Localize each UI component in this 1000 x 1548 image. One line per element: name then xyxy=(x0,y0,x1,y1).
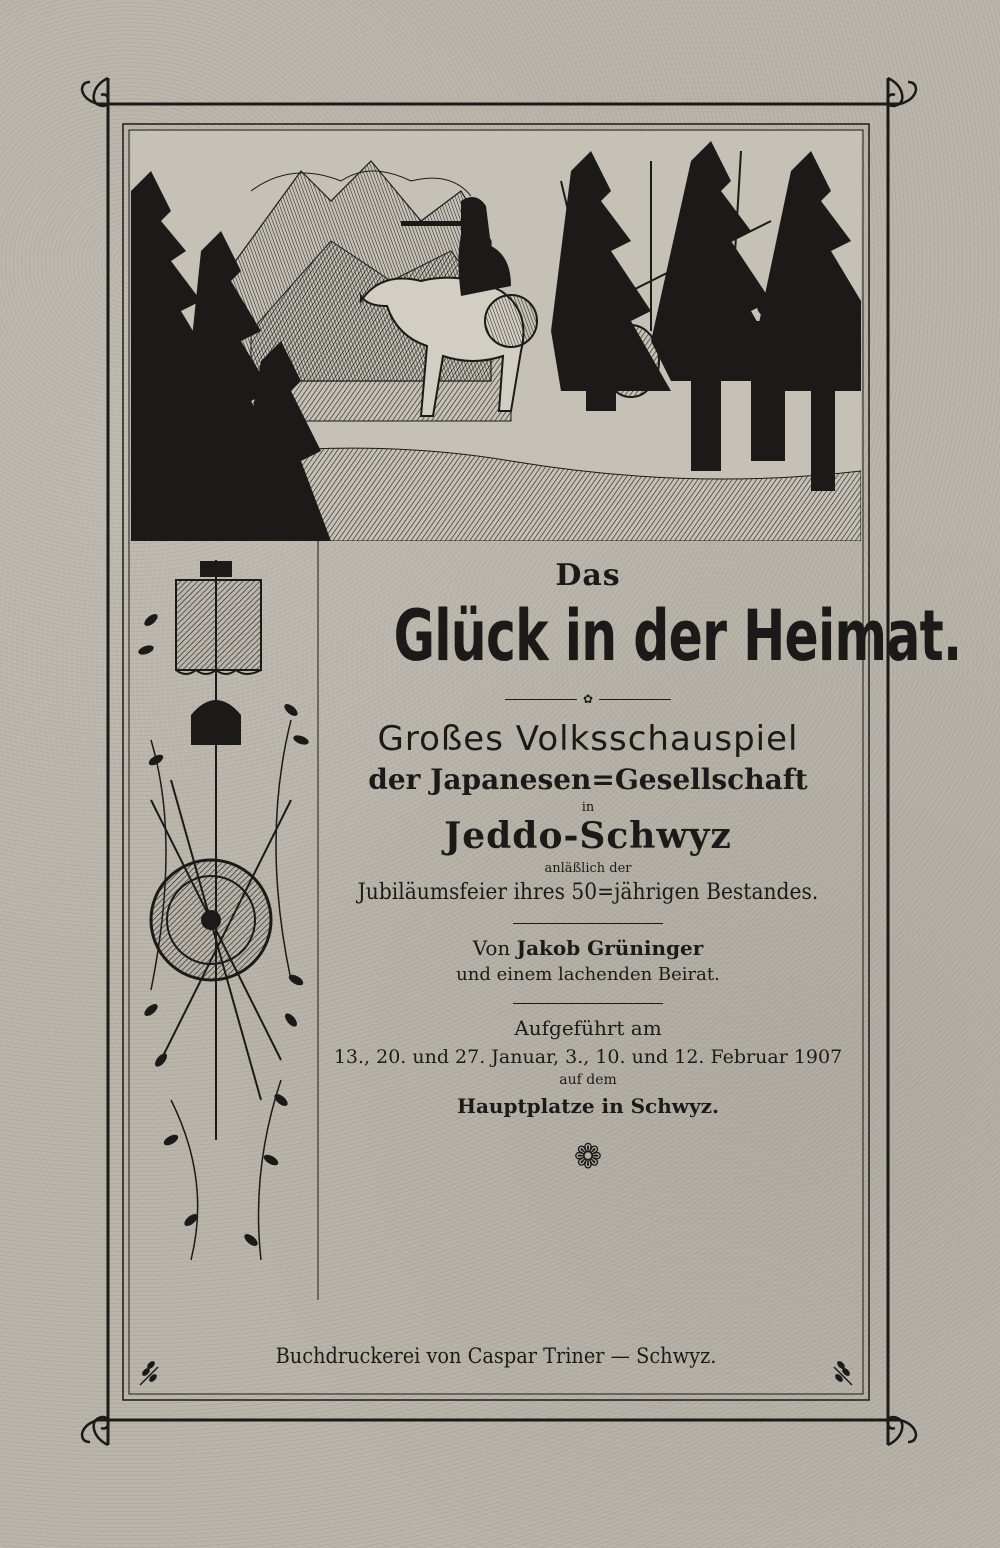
subtitle-anlass: anläßlich der xyxy=(544,861,632,876)
subtitle-occasion: Jubiläumsfeier ihres 50=jährigen Bestandes. xyxy=(357,880,819,905)
subtitle-genre: Großes Volksschauspiel xyxy=(377,719,799,759)
trophy-ornament-illustration xyxy=(131,540,316,1290)
title-article: Das xyxy=(555,558,621,593)
rosette-ornament-icon: ✿ xyxy=(582,692,594,706)
author-line xyxy=(318,936,858,960)
engraving-illustration xyxy=(131,131,861,541)
title-divider xyxy=(318,693,858,705)
performance-intro: Aufgeführt am xyxy=(514,1016,662,1040)
performance-venue: Hauptplatze in Schwyz. xyxy=(457,1094,719,1118)
author-advisory: und einem lachenden Beirat. xyxy=(456,964,720,985)
subtitle-place: Jeddo-Schwyz xyxy=(444,815,732,857)
main-title: Glück in der Heimat. xyxy=(393,595,962,677)
printer-imprint: Buchdruckerei von Caspar Triner — Schwyz. xyxy=(275,1344,717,1368)
subtitle-society: der Japanesen=Gesellschaft xyxy=(368,763,808,796)
author-name: Jakob Grüninger xyxy=(516,936,704,960)
author-prefix: Von xyxy=(472,936,511,960)
section-rule xyxy=(513,923,663,924)
title-block xyxy=(318,548,962,1177)
flower-ornament-icon: ❁ xyxy=(573,1137,603,1177)
performance-on: auf dem xyxy=(559,1072,617,1088)
performance-dates: 13., 20. und 27. Januar, 3., 10. und 12. Februar 1907 xyxy=(333,1046,843,1068)
subtitle-in: in xyxy=(581,800,595,815)
section-rule-2 xyxy=(513,1003,663,1004)
